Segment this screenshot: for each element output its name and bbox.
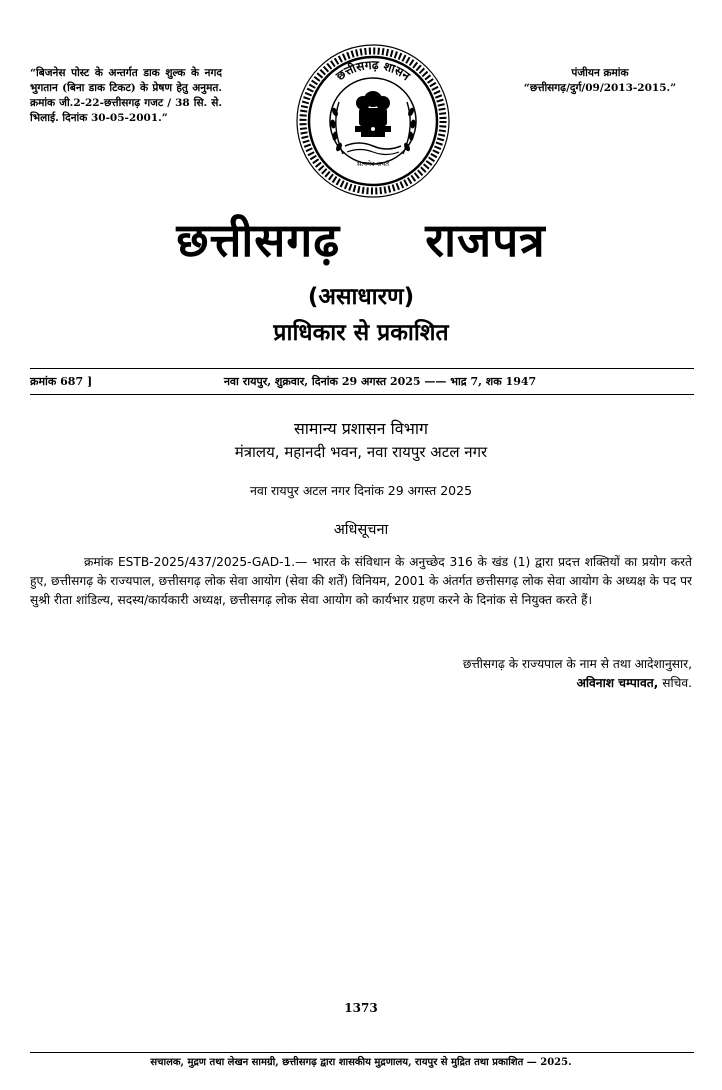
registration-number: “छत्तीसगढ़/दुर्ग/09/2013-2015.” (523, 82, 677, 94)
printer-footer: सचालक, मुद्रण तथा लेखन सामग्री, छत्तीसगढ़ द्वारा शासकीय मुद्रणालय, रायपुर से मुद्रित तथा प्रकाशित — 2025. (150, 1057, 572, 1068)
notice-place-date: नवा रायपुर अटल नगर दिनांक 29 अगस्त 2025 (249, 483, 473, 498)
issue-date-line: नवा रायपुर, शुक्रवार, दिनांक 29 अगस्त 2025 —— भाद्र 7, शक 1947 (223, 375, 537, 388)
issue-rule-top (30, 368, 694, 369)
emblem-motto: सत्यमेव जयते (357, 160, 389, 168)
emblem-top-text: छत्तीसगढ़ शासन (333, 57, 413, 84)
gazette-title: छत्तीसगढ़ राजपत्र (176, 213, 546, 267)
notification-body: क्रमांक ESTB-2025/437/2025-GAD-1.— भारत के संविधान के अनुच्छेद 316 के खंड (1) द्वारा प्रदत्त शक्तियों का प्रयोग करते हुए, छत्तीसगढ़ के राज्यपाल, छत्तीसगढ़ लोक सेवा आयोग (सेवा की शर्तें) विनियम, 2001 के अंतर्गत छत्तीसगढ़ लोक सेवा आयोग के अध्यक्ष के पद पर सुश्री रीता शांडिल्य, सदस्य/कार्यकारी अध्यक्ष, छत्तीसगढ़ लोक सेवा आयोग को कार्यभार ग्रहण करने के दिनांक से नियुक्त करते हैं। (30, 555, 692, 607)
registration-block (505, 66, 695, 96)
notification-title: अधिसूचना (333, 522, 389, 538)
footer-rule (30, 1052, 694, 1053)
postal-permit-note: “बिजनेस पोस्ट के अन्तर्गत डाक शुल्क के नगद भुगतान (बिना डाक टिकट) के प्रेषण हेतु अनुमत. क्रमांक जी.2-22-छत्तीसगढ़ गजट / 38 सि. से. भिलाई. दिनांक 30-05-2001.” (30, 67, 222, 124)
signature-authority-line: छत्तीसगढ़ के राज्यपाल के नाम से तथा आदेशानुसार, (462, 657, 692, 671)
signatory-title: सचिव. (662, 676, 692, 690)
department-name: सामान्य प्रशासन विभाग (293, 419, 429, 438)
department-address: मंत्रालय, महानदी भवन, नवा रायपुर अटल नगर (234, 443, 488, 461)
edition-label: (असाधारण) (307, 284, 415, 310)
authority-line: प्राधिकार से प्रकाशित (273, 320, 449, 346)
chhattisgarh-government-emblem (287, 42, 459, 200)
signatory (300, 674, 692, 692)
issue-number: क्रमांक 687 ] (30, 375, 93, 388)
registration-label: पंजीयन क्रमांक (571, 67, 629, 79)
page-number: 1373 (344, 1001, 378, 1015)
signatory-name: अविनाश चम्पावत, (576, 676, 659, 690)
issue-rule-bottom (30, 394, 694, 395)
